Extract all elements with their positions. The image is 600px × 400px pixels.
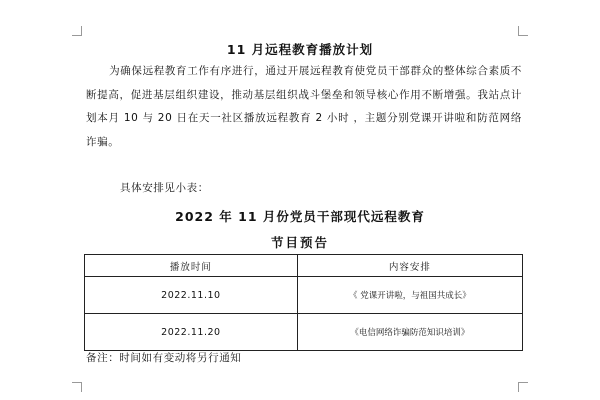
page-corner-mark-top-right xyxy=(518,26,528,36)
row-content: 《 党课开讲啦，与祖国共成长》 xyxy=(297,277,522,314)
body-paragraph: 为确保远程教育工作有序进行，通过开展远程教育使党员干部群众的整体综合素质不断提高，促进基层组织建设，推动基层组织战斗堡垒和领导核心作用不断增强。我站点计划本月 10 与 20 日在天一社区播放远程教育 2 小时 ，主题分别党课开讲啦和防范网络诈骗。 xyxy=(86,65,522,148)
table-row xyxy=(85,314,523,351)
table-subtitle: 节目预告 xyxy=(270,235,329,250)
document-title: 11 月远程教育播放计划 xyxy=(226,42,374,57)
row-date: 2022.11.20 xyxy=(85,314,298,351)
header-play-time: 播放时间 xyxy=(85,255,298,277)
table-title: 2022 年 11 月份党员干部现代远程教育 xyxy=(175,209,425,224)
remark-note: 备注：时间如有变动将另行通知 xyxy=(86,352,242,364)
page-corner-mark-bottom-left xyxy=(72,382,82,392)
row-date: 2022.11.10 xyxy=(85,277,298,314)
row-content: 《电信网络诈骗防范知识培训》 xyxy=(297,314,522,351)
page-corner-mark-bottom-right xyxy=(518,382,528,392)
arrangement-line: 具体安排见小表： xyxy=(120,182,209,194)
header-content: 内容安排 xyxy=(297,255,522,277)
table-row xyxy=(85,277,523,314)
schedule-table xyxy=(84,254,523,351)
page-corner-mark-top-left xyxy=(72,26,82,36)
table-header-row xyxy=(85,255,523,277)
